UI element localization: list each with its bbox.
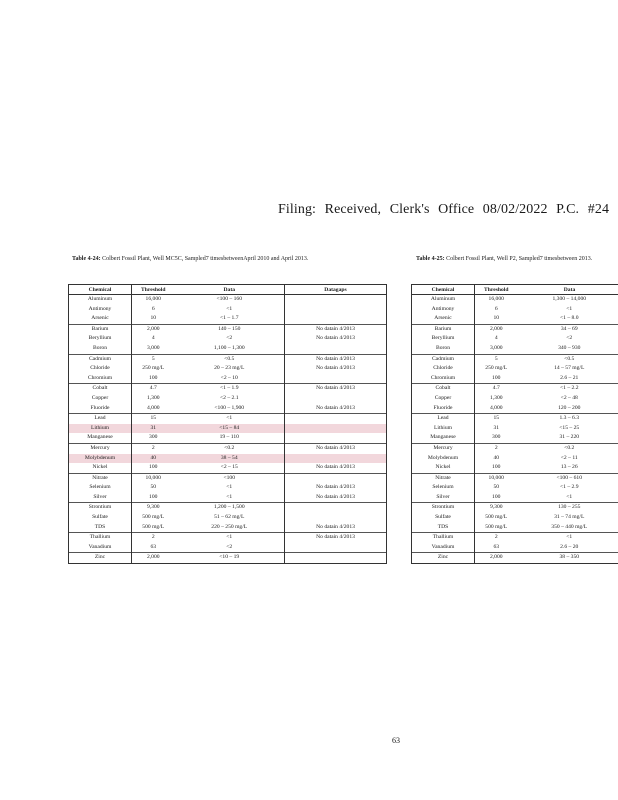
table-row [412, 404, 618, 414]
cell-chemical: Sulfate [69, 513, 132, 523]
cell-data: 31 – 74 mg/L [518, 513, 618, 523]
cell-threshold: 63 [475, 543, 518, 553]
cell-data: 2.6 – 20 [518, 543, 618, 553]
table-row [69, 433, 387, 443]
cell-chemical: Antimony [412, 305, 475, 315]
cell-datagap [285, 553, 387, 564]
cell-threshold: 2,000 [475, 324, 518, 334]
cell-data: 19 – 110 [219, 434, 239, 441]
cell-data: <2 – 48 [518, 394, 618, 404]
cell-data: <1 [518, 305, 618, 315]
cell-threshold: 10,000 [132, 473, 175, 483]
cell-chemical: Chromium [412, 374, 475, 384]
cell-data: <10 – 19 [175, 553, 285, 564]
cell-datagap [285, 394, 387, 404]
cell-threshold: 10 [132, 314, 175, 324]
cell-data: <1 [226, 493, 233, 500]
cell-chemical: Selenium [412, 483, 475, 493]
cell-threshold: 4,000 [475, 404, 518, 414]
cell-threshold: 2 [132, 533, 175, 543]
cell-data: <1 [175, 414, 285, 424]
cell-chemical: Cobalt [412, 384, 475, 394]
cell-datagap [285, 433, 387, 443]
cell-data: <2 – 10 [220, 374, 238, 381]
cell-threshold: 4.7 [132, 384, 175, 394]
table-row [69, 374, 387, 384]
cell-datagap: No datain 4/2013 [285, 364, 387, 374]
right-caption-label: Table 4-25: [416, 256, 445, 262]
cell-data: 1,200 – 1,500 [175, 503, 285, 513]
cell-threshold: 2 [132, 443, 175, 453]
cell-data: <100 – 160 [216, 296, 243, 302]
header-data: Data [175, 285, 285, 295]
cell-threshold: 16,000 [132, 295, 175, 305]
cell-data: <0.2 [518, 443, 618, 453]
table-row [412, 433, 618, 443]
cell-threshold: 50 [475, 483, 518, 493]
cell-threshold: 4 [132, 334, 175, 344]
cell-data: 140 – 150 [175, 324, 285, 334]
page-number: 63 [392, 736, 400, 745]
cell-threshold: 4.7 [475, 384, 518, 394]
cell-datagap [285, 424, 387, 434]
cell-data: <1 – 1.7 [219, 315, 239, 322]
cell-data: <100 [175, 473, 285, 483]
cell-data: <1 [518, 533, 618, 543]
cell-threshold: 2,000 [132, 324, 175, 334]
table-row [412, 374, 618, 384]
cell-chemical: Zinc [412, 553, 475, 564]
table-row [412, 454, 618, 464]
cell-threshold: 1,300 [132, 394, 175, 404]
cell-threshold: 100 [475, 493, 518, 503]
cell-data: <1 – 8.0 [518, 314, 618, 324]
filing-stamp: Filing: Received, Clerk's Office 08/02/2022 P.C. #24 [278, 202, 610, 217]
cell-threshold: 2,000 [475, 553, 518, 564]
cell-data: <2 – 11 [518, 454, 618, 464]
cell-datagap [285, 295, 387, 305]
table-row [412, 364, 618, 374]
table-row [412, 513, 618, 523]
table-row [412, 414, 618, 424]
cell-chemical: Molybdenum [69, 454, 132, 464]
cell-data: 38 – 54 [175, 454, 285, 464]
cell-data: 1.3 – 6.3 [518, 414, 618, 424]
cell-chemical: Lead [412, 414, 475, 424]
cell-threshold: 15 [132, 414, 175, 424]
table-row [69, 533, 387, 543]
cell-chemical: Silver [69, 493, 132, 503]
table-row [412, 543, 618, 553]
cell-datagap: No datain 4/2013 [285, 384, 387, 394]
cell-chemical: TDS [412, 523, 475, 533]
cell-chemical: Arsenic [69, 314, 132, 324]
cell-threshold: 5 [132, 354, 175, 364]
cell-threshold: 250 mg/L [475, 364, 518, 374]
cell-datagap: No datain 4/2013 [285, 483, 387, 493]
table-row [69, 503, 387, 513]
cell-datagap [285, 344, 387, 354]
cell-threshold: 31 [132, 424, 175, 434]
cell-chemical: Thallium [69, 533, 132, 543]
cell-datagap: No datain 4/2013 [285, 324, 387, 334]
cell-threshold: 10,000 [475, 473, 518, 483]
cell-datagap [285, 374, 387, 384]
cell-threshold: 100 [475, 463, 518, 473]
cell-datagap: No datain 4/2013 [285, 523, 387, 533]
cell-chemical: Nickel [412, 463, 475, 473]
cell-datagap: No datain 4/2013 [285, 334, 387, 344]
table-row [412, 384, 618, 394]
cell-data: 14 – 57 mg/L [518, 364, 618, 374]
cell-data: 31 – 220 [518, 433, 618, 443]
cell-threshold: 31 [475, 424, 518, 434]
cell-threshold: 500 mg/L [475, 523, 518, 533]
table-row [412, 314, 618, 324]
cell-data: <1 [518, 493, 618, 503]
cell-chemical: Copper [412, 394, 475, 404]
table-row [69, 523, 387, 533]
cell-chemical: Zinc [69, 553, 132, 564]
cell-threshold: 9,300 [475, 503, 518, 513]
cell-data: <1 – 2.9 [518, 483, 618, 493]
cell-threshold: 15 [475, 414, 518, 424]
cell-chemical: Lithium [69, 424, 132, 434]
cell-chemical: Chromium [69, 374, 132, 384]
cell-threshold: 5 [475, 354, 518, 364]
table-row [412, 305, 618, 315]
table-row [412, 334, 618, 344]
cell-chemical: Barium [412, 324, 475, 334]
cell-datagap: No datain 4/2013 [285, 493, 387, 503]
cell-chemical: Cadmium [69, 354, 132, 364]
cell-threshold: 250 mg/L [132, 364, 175, 374]
cell-chemical: Aluminum [69, 295, 132, 305]
right-table-caption [416, 256, 616, 263]
table-row [69, 394, 387, 404]
cell-data: <100 – 610 [518, 473, 618, 483]
cell-threshold: 3,000 [132, 344, 175, 354]
cell-datagap: No datain 4/2013 [285, 354, 387, 364]
cell-threshold: 10 [475, 314, 518, 324]
cell-data: <2 [226, 335, 233, 342]
cell-data: 130 – 255 [518, 503, 618, 513]
cell-chemical: Silver [412, 493, 475, 503]
cell-threshold: 9,300 [132, 503, 175, 513]
table-row [412, 354, 618, 364]
cell-chemical: Nitrate [69, 473, 132, 483]
table-header-row [412, 285, 618, 295]
cell-chemical: Manganese [69, 433, 132, 443]
cell-chemical: Nickel [69, 463, 132, 473]
cell-threshold: 4 [475, 334, 518, 344]
cell-chemical: Lithium [412, 424, 475, 434]
table-row [412, 523, 618, 533]
cell-chemical: TDS [69, 523, 132, 533]
cell-threshold: 100 [132, 463, 175, 473]
cell-chemical: Vanadium [69, 543, 132, 553]
cell-datagap [285, 503, 387, 513]
cell-datagap [285, 473, 387, 483]
cell-data: 2.6 – 21 [518, 374, 618, 384]
cell-chemical: Aluminum [412, 295, 475, 305]
cell-data: <1 [226, 305, 233, 312]
table-row [69, 314, 387, 324]
left-table-caption [72, 256, 372, 263]
cell-threshold: 1,300 [475, 394, 518, 404]
cell-datagap [285, 513, 387, 523]
cell-data: <1 [226, 484, 233, 491]
table-row [69, 543, 387, 553]
table-row [69, 483, 387, 493]
cell-datagap [285, 314, 387, 324]
cell-threshold: 500 mg/L [132, 523, 175, 533]
table-row [69, 443, 387, 453]
cell-threshold: 6 [132, 305, 175, 315]
cell-chemical: Molybdenum [412, 454, 475, 464]
table-row [69, 364, 387, 374]
table-row [412, 483, 618, 493]
table-row [69, 404, 387, 414]
table-row [69, 493, 387, 503]
cell-threshold: 100 [475, 374, 518, 384]
cell-threshold: 50 [132, 483, 175, 493]
table-row [412, 394, 618, 404]
cell-threshold: 100 [132, 493, 175, 503]
table-row [412, 473, 618, 483]
cell-data: 120 – 200 [518, 404, 618, 414]
cell-chemical: Mercury [412, 443, 475, 453]
cell-chemical: Strontium [412, 503, 475, 513]
cell-threshold: 100 [132, 374, 175, 384]
cell-threshold: 4,000 [132, 404, 175, 414]
cell-chemical: Beryllium [412, 334, 475, 344]
cell-datagap: No datain 4/2013 [285, 443, 387, 453]
cell-chemical: Thallium [412, 533, 475, 543]
cell-data: <2 – 2.1 [219, 394, 239, 401]
cell-data: 13 – 26 [518, 463, 618, 473]
table-row [412, 533, 618, 543]
cell-threshold: 40 [475, 454, 518, 464]
table-row [69, 344, 387, 354]
cell-datagap [285, 414, 387, 424]
table-row [412, 503, 618, 513]
cell-data: <1 – 2.2 [518, 384, 618, 394]
cell-datagap: No datain 4/2013 [285, 404, 387, 414]
cell-chemical: Selenium [69, 483, 132, 493]
left-caption-label: Table 4-24: [72, 256, 101, 262]
table-row [69, 354, 387, 364]
cell-threshold: 40 [132, 454, 175, 464]
table-row [69, 454, 387, 464]
cell-chemical: Cobalt [69, 384, 132, 394]
cell-data: 51 – 62 mg/L [214, 514, 245, 521]
cell-chemical: Strontium [69, 503, 132, 513]
cell-chemical: Arsenic [412, 314, 475, 324]
cell-chemical: Barium [69, 324, 132, 334]
cell-data: <100 – 1,900 [214, 404, 245, 411]
cell-chemical: Mercury [69, 443, 132, 453]
cell-data: <2 [226, 543, 233, 550]
cell-threshold: 2 [475, 443, 518, 453]
cell-datagap [285, 543, 387, 553]
cell-threshold: 300 [132, 433, 175, 443]
cell-threshold: 300 [475, 433, 518, 443]
table-row [412, 443, 618, 453]
cell-datagap [285, 305, 387, 315]
cell-threshold: 2 [475, 533, 518, 543]
cell-threshold: 2,000 [132, 553, 175, 564]
cell-chemical: Boron [69, 344, 132, 354]
cell-chemical: Antimony [69, 305, 132, 315]
table-row [69, 513, 387, 523]
right-data-table [411, 284, 618, 564]
cell-data: <0.5 [175, 354, 285, 364]
cell-data: <1 – 1.9 [175, 384, 285, 394]
header-chemical: Chemical [69, 285, 132, 295]
cell-data: 1,300 – 14,000 [518, 295, 618, 305]
cell-data: <0.5 [518, 354, 618, 364]
cell-chemical: Fluoride [69, 404, 132, 414]
cell-data: <0.2 [175, 443, 285, 453]
right-caption-text: Colbert Fossil Plant, Well P2, Sampled7 timesbetween 2013. [446, 256, 593, 262]
table-row [69, 384, 387, 394]
cell-chemical: Boron [412, 344, 475, 354]
cell-data: <15 – 25 [518, 424, 618, 434]
table-header-row [69, 285, 387, 295]
table-row [69, 463, 387, 473]
cell-data: <15 – 84 [175, 424, 285, 434]
header-datagaps: Datagaps [285, 285, 387, 295]
header-data: Data [518, 285, 618, 295]
cell-data: 34 – 69 [518, 324, 618, 334]
cell-chemical: Copper [69, 394, 132, 404]
cell-chemical: Cadmium [412, 354, 475, 364]
cell-threshold: 500 mg/L [132, 513, 175, 523]
left-data-table [68, 284, 387, 564]
cell-data: 38 – 350 [518, 553, 618, 564]
left-caption-text: Colbert Fossil Plant, Well MC5C, Sampled7 timesbetweenApril 2010 and April 2013. [102, 256, 309, 262]
table-row [69, 414, 387, 424]
cell-chemical: Beryllium [69, 334, 132, 344]
cell-threshold: 16,000 [475, 295, 518, 305]
table-row [69, 295, 387, 305]
cell-datagap [285, 454, 387, 464]
table-row [69, 553, 387, 564]
header-threshold: Threshold [475, 285, 518, 295]
cell-chemical: Fluoride [412, 404, 475, 414]
cell-datagap: No datain 4/2013 [285, 463, 387, 473]
cell-chemical: Vanadium [412, 543, 475, 553]
table-row [69, 305, 387, 315]
cell-chemical: Nitrate [412, 473, 475, 483]
cell-chemical: Chloride [412, 364, 475, 374]
cell-data: <2 [518, 334, 618, 344]
table-row [412, 324, 618, 334]
cell-data: 340 – 930 [518, 344, 618, 354]
cell-threshold: 6 [475, 305, 518, 315]
cell-data: <2 – 15 [220, 464, 238, 471]
table-row [69, 473, 387, 483]
table-row [69, 334, 387, 344]
cell-data: 1,100 – 1,300 [213, 344, 245, 351]
header-threshold: Threshold [132, 285, 175, 295]
cell-data: 20 – 23 mg/L [214, 365, 245, 372]
table-row [69, 424, 387, 434]
cell-threshold: 3,000 [475, 344, 518, 354]
table-row [412, 424, 618, 434]
cell-chemical: Manganese [412, 433, 475, 443]
cell-chemical: Lead [69, 414, 132, 424]
cell-data: 220 – 250 mg/L [211, 523, 248, 530]
table-row [412, 463, 618, 473]
cell-chemical: Chloride [69, 364, 132, 374]
cell-data: 350 – 440 mg/L [518, 523, 618, 533]
cell-threshold: 500 mg/L [475, 513, 518, 523]
cell-chemical: Sulfate [412, 513, 475, 523]
table-row [412, 295, 618, 305]
table-row [412, 493, 618, 503]
table-row [412, 344, 618, 354]
cell-threshold: 63 [132, 543, 175, 553]
table-row [412, 553, 618, 564]
table-row [69, 324, 387, 334]
cell-data: <1 [175, 533, 285, 543]
header-chemical: Chemical [412, 285, 475, 295]
cell-datagap: No datain 4/2013 [285, 533, 387, 543]
